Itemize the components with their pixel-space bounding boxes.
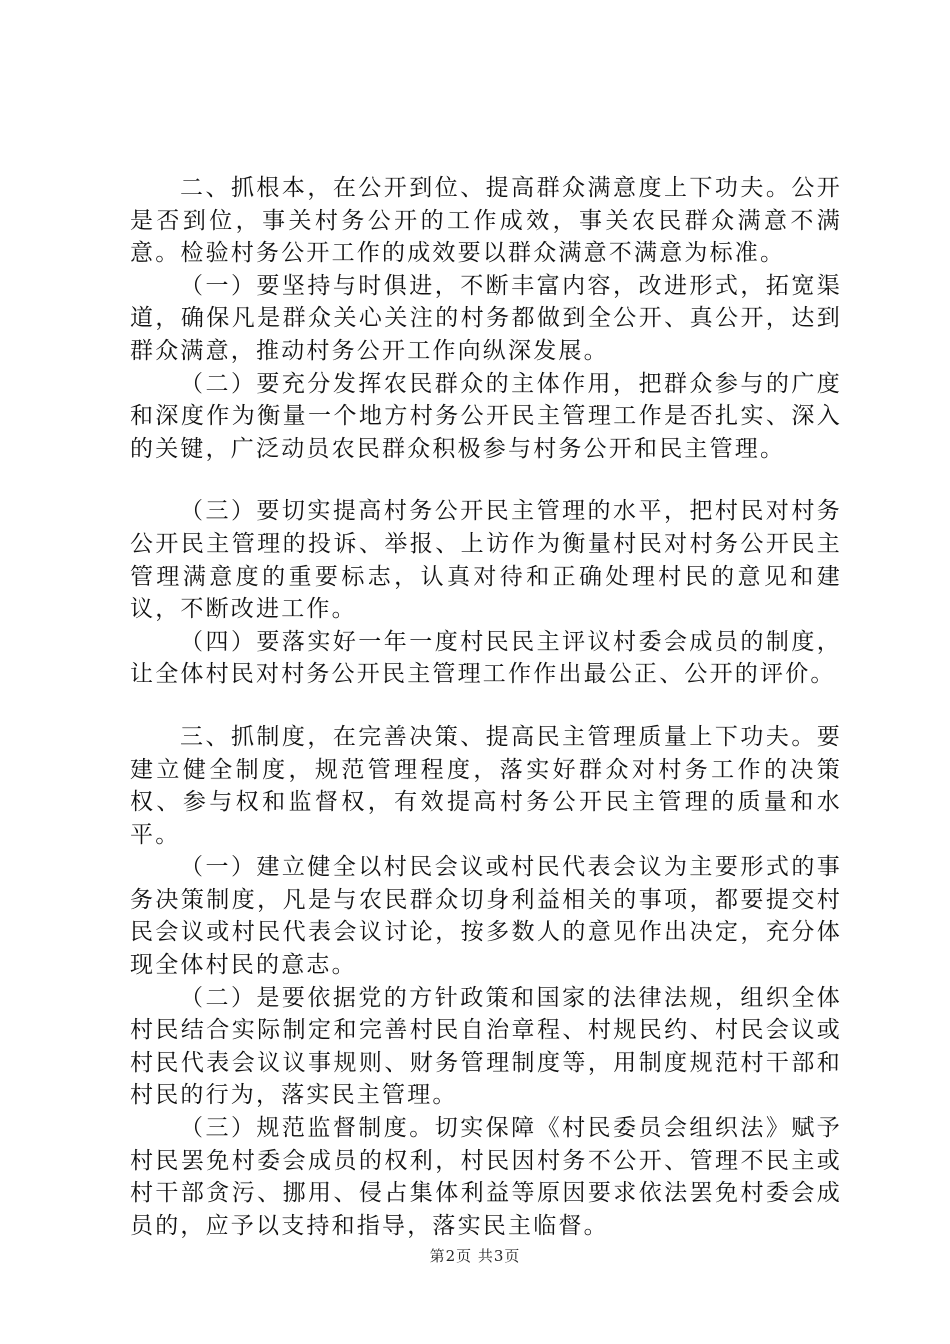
paragraph-item-two-b: （二）是要依据党的方针政策和国家的法律法规，组织全体村民结合实际制定和完善村民自治章程、村规民约、村民会议或村民代表会议议事规则、财务管理制度等，用制度规范村干部和村民的行为，落实民主管理。 xyxy=(130,984,842,1109)
paragraph-item-three: （三）要切实提高村务公开民主管理的水平，把村民对村务公开民主管理的投诉、举报、上访作为衡量村民对村务公开民主管理满意度的重要标志，认真对待和正确处理村民的意见和建议，不断改进工作。 xyxy=(130,498,842,623)
paragraph-item-one: （一）要坚持与时俱进，不断丰富内容，改进形式，拓宽渠道，确保凡是群众关心关注的村务都做到全公开、真公开，达到群众满意，推动村务公开工作向纵深发展。 xyxy=(130,272,842,364)
paragraph-item-four: （四）要落实好一年一度村民民主评议村委会成员的制度，让全体村民对村务公开民主管理工作作出最公正、公开的评价。 xyxy=(130,628,842,688)
paragraph-item-two: （二）要充分发挥农民群众的主体作用，把群众参与的广度和深度作为衡量一个地方村务公开民主管理工作是否扎实、深入的关键，广泛动员农民群众积极参与村务公开和民主管理。 xyxy=(130,370,842,462)
paragraph-section-three: 三、抓制度，在完善决策、提高民主管理质量上下功夫。要建立健全制度，规范管理程度，落实好群众对村务工作的决策权、参与权和监督权，有效提高村务公开民主管理的质量和水平。 xyxy=(130,723,842,848)
paragraph-section-two: 二、抓根本，在公开到位、提高群众满意度上下功夫。公开是否到位，事关村务公开的工作成效，事关农民群众满意不满意。检验村务公开工作的成效要以群众满意不满意为标准。 xyxy=(130,175,842,267)
paragraph-gap xyxy=(130,465,842,495)
document-body xyxy=(130,172,842,1242)
paragraph-item-three-b: （三）规范监督制度。切实保障《村民委员会组织法》赋予村民罢免村委会成员的权利，村民因村务不公开、管理不民主或村干部贪污、挪用、侵占集体利益等原因要求依法罢免村委会成员的，应予以支持和指导，落实民主临督。 xyxy=(130,1115,842,1239)
paragraph-gap xyxy=(130,691,842,721)
page-footer: 第2页 共3页 xyxy=(429,1247,521,1265)
paragraph-item-one-b: （一）建立健全以村民会议或村民代表会议为主要形式的事务决策制度，凡是与农民群众切身利益相关的事项，都要提交村民会议或村民代表会议讨论，按多数人的意见作出决定，充分体现全体村民的意志。 xyxy=(130,854,842,979)
